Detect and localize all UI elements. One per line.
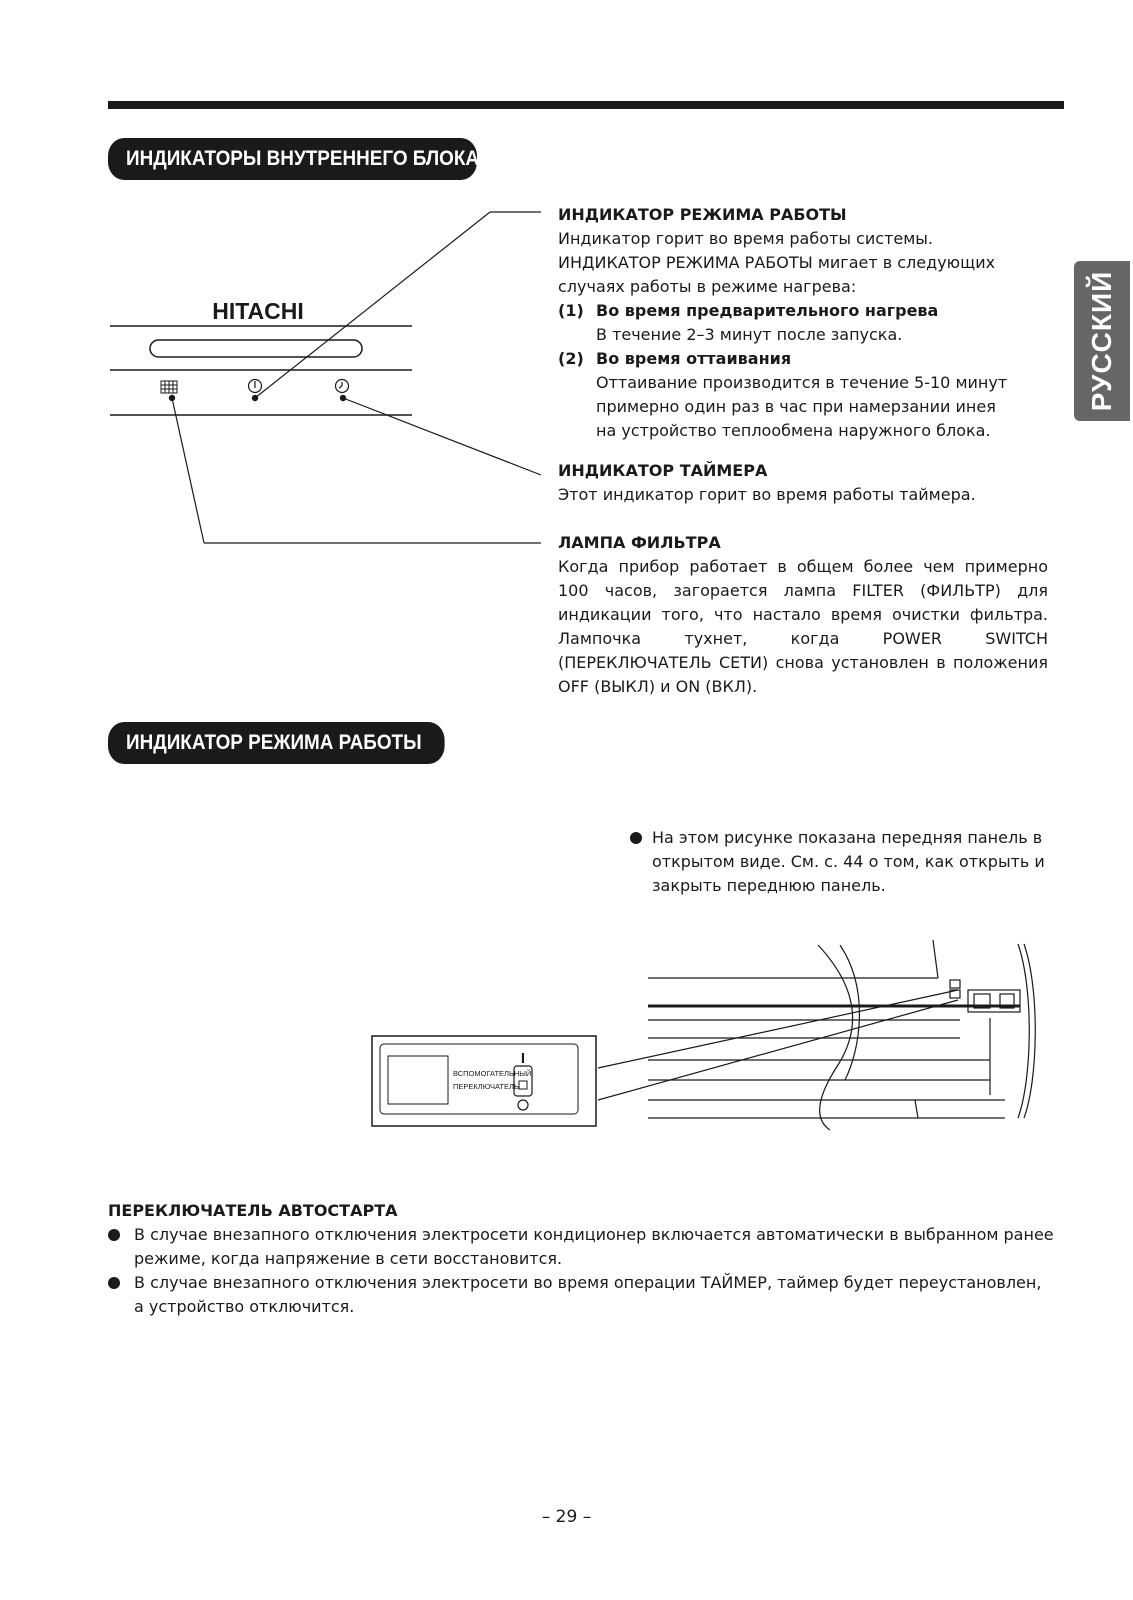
bullet-icon [108, 1229, 120, 1241]
section-title-text: ИНДИКАТОР РЕЖИМА РАБОТЫ [126, 731, 422, 754]
operation-indicator-heading: ИНДИКАТОР РЕЖИМА РАБОТЫ [558, 205, 847, 224]
language-tab-label: РУССКИЙ [1086, 270, 1117, 412]
bullet-icon [108, 1277, 120, 1289]
bullet-line: В случае внезапного отключения электросети во время операции ТАЙМЕР, таймер будет переустановлен, [134, 1273, 1042, 1292]
top-rule [108, 101, 1064, 109]
operation-indicator-line-3: случаях работы в режиме нагрева: [558, 277, 857, 296]
timer-indicator-icon [336, 380, 349, 393]
defrost-item [558, 347, 1018, 443]
autostart-bullet-2 [108, 1271, 1058, 1319]
display-window [150, 340, 362, 357]
leader-lines [169, 212, 541, 543]
section-title-text: ИНДИКАТОРЫ ВНУТРЕННЕГО БЛОКА [126, 147, 480, 170]
item-number: (2) [558, 349, 584, 368]
item-title: Во время предварительного нагрева [596, 301, 939, 320]
note-line-1: На этом рисунке показана передняя панель в [652, 828, 1043, 847]
item-number: (1) [558, 301, 584, 320]
item-title: Во время оттаивания [596, 349, 792, 368]
bullet-icon [630, 832, 642, 844]
section-title-operation-mode [108, 722, 445, 764]
bullet-line: а устройство отключится. [134, 1297, 355, 1316]
section-title-indoor-indicators [108, 138, 480, 180]
filter-lamp-section [558, 531, 1048, 699]
preheat-item [558, 299, 1018, 347]
aux-switch-label-2: ПЕРЕКЛЮЧАТЕЛЬ [453, 1082, 519, 1091]
front-panel-diagram [360, 935, 1060, 1135]
operation-indicator-line-2: ИНДИКАТОР РЕЖИМА РАБОТЫ мигает в следующих [558, 253, 996, 272]
operation-indicator-section [558, 203, 1018, 443]
autostart-section [108, 1199, 1058, 1319]
language-tab [1074, 261, 1130, 421]
note-line-2: открытом виде. См. с. 44 о том, как открыть и [652, 852, 1045, 871]
page-number: – 29 – [541, 1507, 592, 1527]
brand-logo: HITACHI [212, 298, 304, 324]
item-line: на устройство теплообмена наружного блока. [596, 421, 991, 440]
item-line: Оттаивание производится в течение 5-10 минут [596, 373, 1008, 392]
timer-indicator-text: Этот индикатор горит во время работы таймера. [558, 485, 976, 504]
filter-lamp-icon [161, 381, 177, 393]
bullet-line: В случае внезапного отключения электросети кондиционер включается автоматически в выбранном ранее [134, 1225, 1054, 1244]
switch-on-mark: I [520, 1050, 526, 1067]
zoom-callout-box [372, 1036, 596, 1126]
aux-switch-label-1: ВСПОМОГАТЕЛЬНЫЙ [453, 1069, 532, 1078]
autostart-bullet-1 [108, 1223, 1058, 1271]
operation-indicator-icon [249, 380, 262, 393]
item-line: В течение 2–3 минут после запуска. [596, 325, 903, 344]
timer-indicator-section [558, 459, 1048, 507]
filter-lamp-heading: ЛАМПА ФИЛЬТРА [558, 533, 721, 552]
indicator-panel-diagram [0, 195, 560, 555]
note-line-3: закрыть переднюю панель. [652, 876, 886, 895]
operation-indicator-line-1: Индикатор горит во время работы системы. [558, 229, 933, 248]
unit-body [648, 940, 1035, 1130]
filter-lamp-text: Когда прибор работает в общем более чем примерно 100 часов, загорается лампа FILTER (ФИЛЬТР) для индикации того, что настало время очистки фильтра. Лампочка тухнет, когда POWER SWITCH (ПЕРЕКЛЮЧАТЕЛЬ СЕТИ) снова установлен в положения OFF (ВЫКЛ) и ON (ВКЛ). [558, 557, 1048, 696]
timer-indicator-heading: ИНДИКАТОР ТАЙМЕРА [558, 461, 768, 480]
front-panel-note [630, 826, 1092, 898]
item-line: примерно один раз в час при намерзании инея [596, 397, 996, 416]
autostart-heading: ПЕРЕКЛЮЧАТЕЛЬ АВТОСТАРТА [108, 1201, 398, 1220]
bullet-line: режиме, когда напряжение в сети восстановится. [134, 1249, 563, 1268]
